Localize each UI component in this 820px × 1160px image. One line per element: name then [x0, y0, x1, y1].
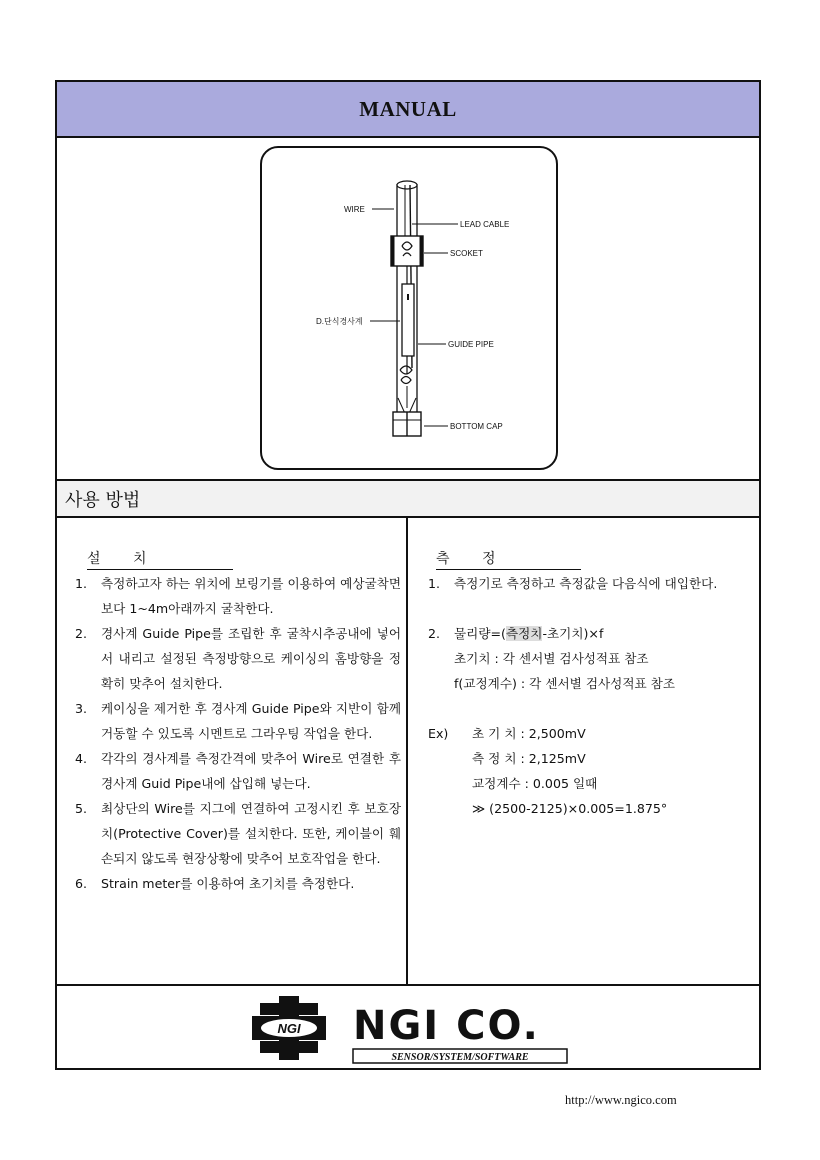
label-bottom-cap: BOTTOM CAP: [450, 422, 503, 431]
ngi-cross-icon: [252, 996, 326, 1060]
label-guide-pipe: GUIDE PIPE: [448, 340, 494, 349]
company-logo-area: [57, 986, 759, 1068]
highlighted-term: 측정치: [505, 626, 543, 641]
install-step: 4. 각각의 경사계를 측정간격에 맞추어 Wire로 연결한 후 경사계 Guid Pipe내에 삽입해 넣는다.: [75, 751, 401, 791]
section-title: 사용 방법: [65, 489, 141, 511]
measure-column: [410, 518, 759, 984]
label-wire: WIRE: [344, 205, 365, 214]
label-lead-cable: LEAD CABLE: [460, 220, 510, 229]
page-title: MANUAL: [359, 96, 457, 121]
pipe-top: [397, 181, 417, 189]
install-title: 설 치: [87, 548, 233, 570]
measure-title: 측 정: [436, 548, 581, 570]
instruction-columns: [57, 518, 759, 986]
install-column: [57, 518, 408, 984]
diagram-svg: [262, 148, 556, 468]
measure-step-2-line: f(교정계수) : 각 센서별 검사성적표 참조: [454, 676, 676, 691]
example-block: Ex) 초 기 치 : 2,500mV 측 정 치 : 2,125mV 교정계수 : 0.005 일때 ≫ (2500-2125)×0.005=1.875°: [428, 721, 754, 821]
figure-area: [57, 138, 759, 481]
install-step: 2. 경사계 Guide Pipe를 조립한 후 굴착시추공내에 넣어서 내리고 설정된 측정방향으로 케이싱의 홈방향을 정확히 맞추어 설치한다.: [75, 626, 401, 691]
measure-step-2: 2. 물리량=(측정치-초기치)×f: [428, 626, 604, 641]
logo-badge-text: NGI: [277, 1021, 301, 1036]
company-tagline: SENSOR/SYSTEM/SOFTWARE: [391, 1052, 529, 1063]
measure-step-1: 1. 측정기로 측정하고 측정값을 다음식에 대입한다.: [428, 576, 718, 591]
manual-header: [57, 82, 759, 138]
installation-diagram: [260, 146, 558, 470]
usage-section-bar: [57, 481, 759, 518]
label-socket: SCOKET: [450, 249, 483, 258]
install-step: 3. 케이싱을 제거한 후 경사계 Guide Pipe와 지반이 함께 거동할 수 있도록 시멘트로 그라우팅 작업을 한다.: [75, 701, 401, 741]
install-step: 1. 측정하고자 하는 위치에 보링기를 이용하여 예상굴착면보다 1~4m아래까지 굴착한다.: [75, 576, 401, 616]
install-steps: [75, 571, 401, 896]
manual-frame: [55, 80, 761, 1070]
company-logo: [57, 986, 759, 1068]
measure-step-2-line: 초기치 : 각 센서별 검사성적표 참조: [454, 651, 649, 666]
website-url[interactable]: http://www.ngico.com: [565, 1093, 677, 1107]
install-step: 5. 최상단의 Wire를 지그에 연결하여 고정시킨 후 보호장치(Protective Cover)를 설치한다. 또한, 케이블이 훼손되지 않도록 현장상황에 맞추어 보호작업을 한다.: [75, 801, 401, 866]
measure-steps: [428, 571, 754, 821]
socket-body: [391, 236, 423, 266]
example-label: Ex): [428, 726, 449, 741]
install-step: 6. Strain meter를 이용하여 초기치를 측정한다.: [75, 876, 355, 891]
company-name: NGI CO.: [353, 1003, 540, 1049]
label-inclinometer: D.단식경사계: [316, 317, 363, 326]
